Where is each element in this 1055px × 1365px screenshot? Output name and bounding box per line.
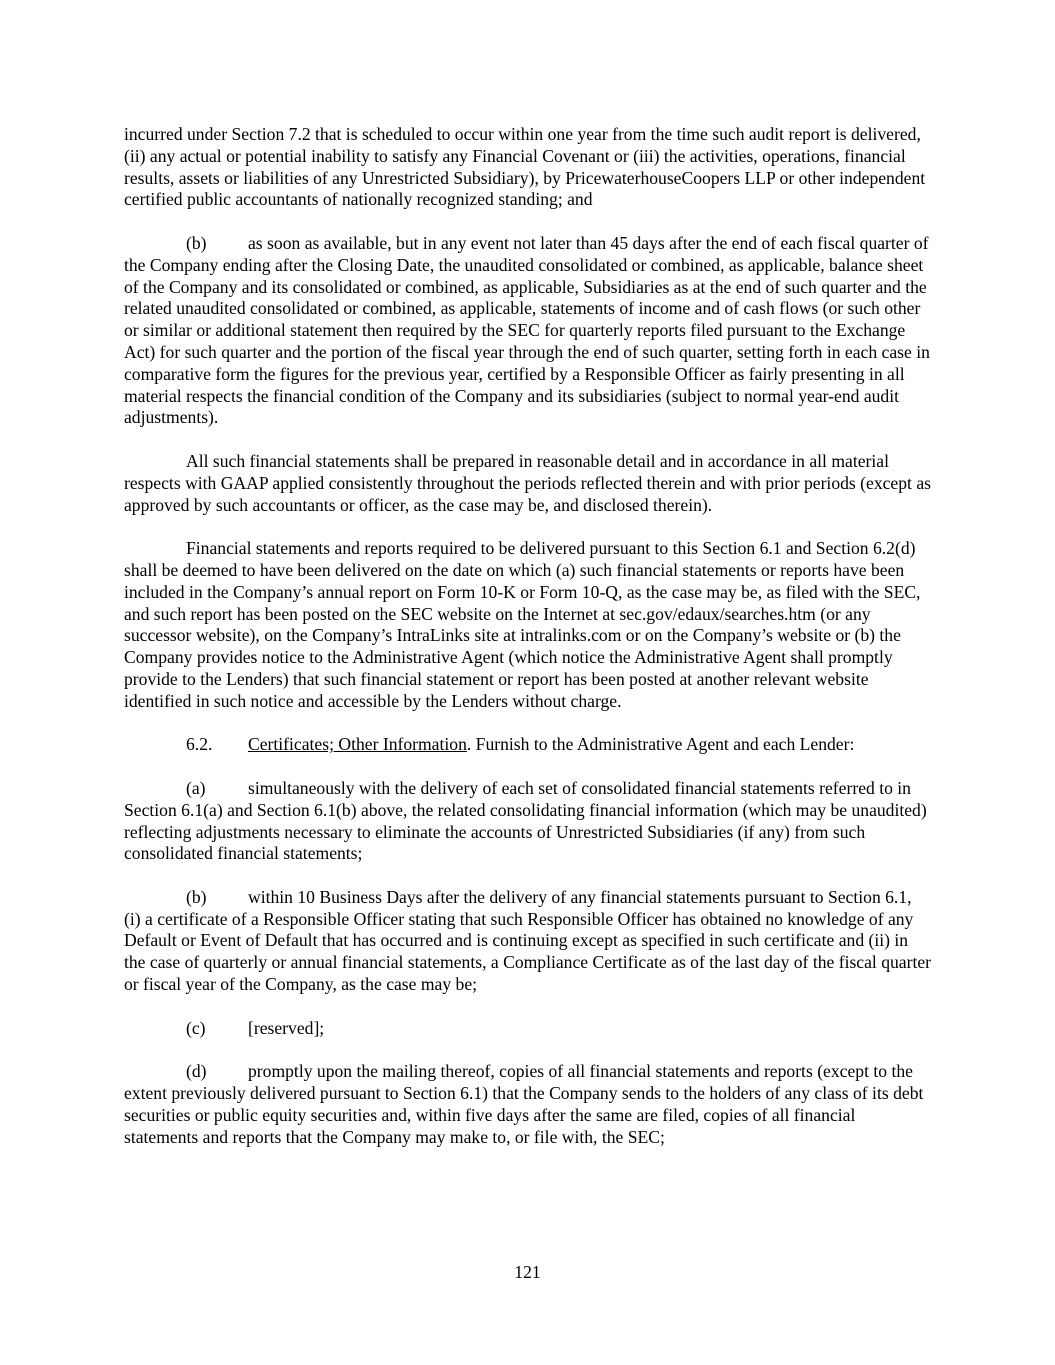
section-number: 6.2. [186, 734, 213, 755]
paragraph-delivery: Financial statements and reports required to be delivered pursuant to this Section 6.1 and Section 6.2(d) shall be deemed to have been delivered on the date on which (a) such financial statements or reports have been included in the Company’s annual report on Form 10-K or Form 10-Q, as the case may be, as filed with the SEC, and such report has been posted on the SEC website on the Internet at sec.gov/edaux/searches.htm (or any successor website), on the Company’s IntraLinks site at intralinks.com or on the Company’s website or (b) the Company provides notice to the Administrative Agent (which notice the Administrative Agent shall promptly provide to the Lenders) that such financial statement or report has been posted at another relevant website identified in such notice and accessible by the Lenders without charge. [124, 538, 921, 711]
item-text: as soon as available, but in any event not later than 45 days after the end of each fiscal quarter of the Company ending after the Closing Date, the unaudited consolidated or combined, as applicable, balance sheet of the Company and its consolidated or combined, as applicable, Subsidiaries as at the end of such quarter and the related unaudited consolidated or combined, as applicable, statements of income and of cash flows (or such other or similar or additional statement then required by the SEC for quarterly reports filed pursuant to the Exchange Act) for such quarter and the portion of the fiscal year through the end of such quarter, setting forth in each case in comparative form the figures for the previous year, certified by a Responsible Officer as fairly presenting in all material respects the financial condition of the Company and its subsidiaries (subject to normal year-end audit adjustments). [124, 232, 930, 428]
item-text: simultaneously with the delivery of each set of consolidated financial statements referred to in Section 6.1(a) and Section 6.1(b) above, the related consolidating financial information (which may be unaudited) reflecting adjustments necessary to eliminate the accounts of Unrestricted Subsidiaries (if any) from such consolidated financial statements; [124, 777, 927, 864]
page-number: 121 [514, 1262, 541, 1282]
paragraph-6-2-d [124, 1061, 932, 1148]
paragraph-6-1-b [124, 233, 932, 429]
section-title: Certificates; Other Information [248, 734, 467, 755]
item-label: (b) [186, 886, 207, 907]
document-body [124, 124, 932, 1170]
paragraph-gaap: All such financial statements shall be prepared in reasonable detail and in accordance in all material respects with GAAP applied consistently throughout the periods reflected therein and with prior periods (except as approved by such accountants or officer, as the case may be, and disclosed therein). [124, 450, 931, 515]
item-text: promptly upon the mailing thereof, copies of all financial statements and reports (except to the extent previously delivered pursuant to Section 6.1) that the Company sends to the holders of any class of its debt securities or public equity securities and, within five days after the same are filed, copies of all financial statements and reports that the Company may make to, or file with, the SEC; [124, 1061, 924, 1147]
item-text: within 10 Business Days after the delivery of any financial statements pursuant to Section 6.1, (i) a certificate of a Responsible Officer stating that such Responsible Officer has obtained no knowledge of any Default or Event of Default that has occurred and is continuing except as specified in such certificate and (ii) in the case of quarterly or annual financial statements, a Compliance Certificate as of the last day of the fiscal quarter or fiscal year of the Company, as the case may be; [124, 886, 932, 995]
item-text: [reserved]; [248, 1017, 325, 1038]
item-label: (b) [186, 232, 207, 253]
paragraph-6-2-b [124, 887, 932, 996]
section-intro: . Furnish to the Administrative Agent and each Lender: [466, 734, 855, 755]
paragraph-6-2-c [124, 1018, 932, 1040]
item-label: (c) [186, 1017, 206, 1038]
paragraph-6-2-a [124, 778, 932, 865]
item-label: (a) [186, 777, 206, 798]
section-6-2-heading [124, 734, 932, 756]
continued-paragraph: incurred under Section 7.2 that is scheduled to occur within one year from the time such audit report is delivered, (ii) any actual or potential inability to satisfy any Financial Covenant or (iii) the activities, operations, financial results, assets or liabilities of any Unrestricted Subsidiary), by PricewaterhouseCoopers LLP or other independent certified public accountants of nationally recognized standing; and [124, 124, 926, 210]
item-label: (d) [186, 1061, 207, 1082]
